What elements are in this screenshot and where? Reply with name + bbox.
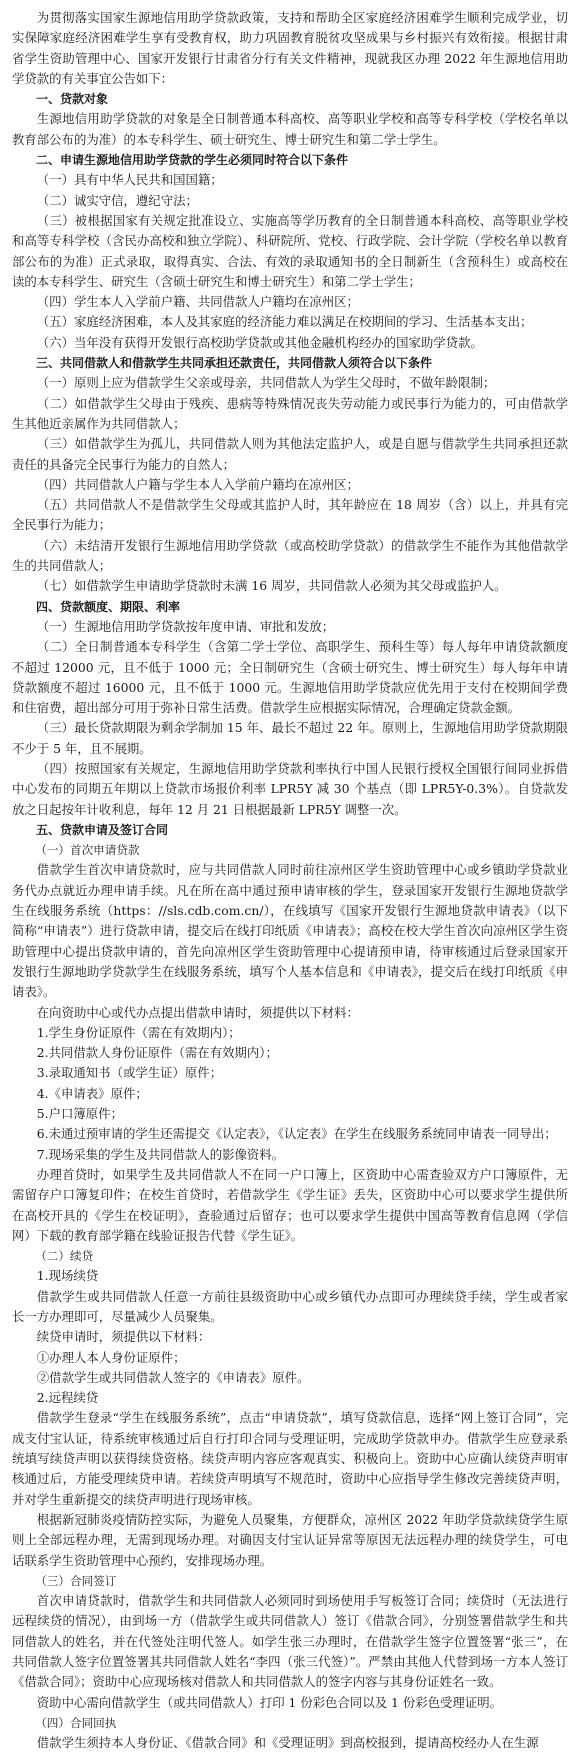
material-list-item: 7.现场采集的学生及共同借款人的影像资料。 [36, 1146, 285, 1162]
onsite-renewal-paragraph: 借款学生或共同借款人任意一方前往县级资助中心或乡镇代办点即可办理续贷手续，学生或者家长一方办理即可，尽量减少人员聚集。 [12, 1288, 568, 1324]
subsection-contract-signing-heading: （三）合同签订 [35, 1573, 117, 1588]
contract-signing-paragraph: 首次申请贷款时，借款学生和共同借款人必须同时到场使用手写板签订合同；续贷时（无法进行远程续贷的情况），由到场一方（借款学生或共同借款人）签订《借款合同》，分别签署借款学生和共同借款人的姓名，并在代签处注明代签人。如学生张三办理时，在借款学生签字位置签署“张三”，在共同借款人签字位置签署其共同借款人姓名“李四（张三代签）”。严禁由其他人代替到场一方本人签订《借款合同》；资助中心应现场核对借款人和共同借款人的签字内容与其身份证姓名一致。 [12, 1593, 568, 1690]
material-list-item: 1.学生身份证原件（需在有效期内）； [36, 1024, 241, 1040]
contract-receipt-paragraph: 借款学生须持本人身份证、《借款合同》和《受理证明》到高校报到，提请高校经办人在生源 [36, 1735, 539, 1751]
material-list-item: 5.户口簿原件； [36, 1106, 123, 1122]
section-1-body: 生源地信用助学贷款的对象是全日制普通本科高校、高等职业学校和高等专科学校（学校名单以教育部公布的为准）的本专科学生、硕士研究生、博士研究生和第二学士学生。 [12, 111, 568, 147]
section-3-item: （七）如借款学生申请助学贷款时未满 16 周岁，共同借款人必须为其父母或监护人。 [36, 578, 507, 594]
section-3-heading: 三、共同借款人和借款学生共同承担还款责任，共同借款人须符合以下条件 [36, 356, 433, 371]
first-loan-paragraph: 借款学生首次申请贷款时，应与共同借款人同时前往凉州区学生资助管理中心或乡镇助学贷款业务代办点就近办理申请手续。凡在所在高中通过预申请审核的学生，登录国家开发银行生源地贷款学生在线服务系统（https：//sls.cdb.com.cn/），在线填写《国家开发银行生源地贷款申请表》（以下简称“申请表”）进行贷款申请，提交后在线打印纸质《申请表》；高校在校大学生首次向凉州区学生资助管理中心提出贷款申请的，首先向凉州区学生资助管理中心提请预申请，待审核通过后登录国家开发银行生源地助学贷款学生在线服务系统，填写个人基本信息和《申请表》，提交后在线打印纸质《申请表》。 [12, 862, 568, 1000]
section-4-item: （三）最长贷款期限为剩余学制加 15 年、最长不超过 22 年。原则上，生源地信用助学贷款期限不少于 5 年，且不展期。 [12, 720, 568, 756]
intro-paragraph: 为贯彻落实国家生源地信用助学贷款政策，支持和帮助全区家庭经济困难学生顺利完成学业，切实保障家庭经济困难学生享有受教育权，助力巩固教育脱贫攻坚成果与乡村振兴有效衔接。根据甘肃省学生资助管理中心、国家开发银行甘肃省分行有关文件精神，现就我区办理 2022 年生源地信用助学贷款的有关事宜公告如下： [12, 10, 568, 86]
remote-renewal-heading: 2.远程续贷 [36, 1390, 99, 1406]
section-3-item: （四）共同借款人户籍与学生本人入学前户籍均在凉州区； [36, 476, 359, 492]
section-2-item: （三）被根据国家有关规定批准设立、实施高等学历教育的全日制普通本科高校、高等职业学校和高等专科学校（含民办高校和独立学院）、科研院所、党校、行政学院、会计学院（学校名单以教育部公布的为准）正式录取，取得真实、合法、有效的录取通知书的全日制新生（含预科生）或高校在读的本专科学生、研究生（含硕士研究生和博士研究生）和第二学士学生； [12, 212, 568, 289]
section-2-heading: 二、申请生源地信用助学贷款的学生必须同时符合以下条件 [36, 153, 349, 168]
renewal-material-item: ②借款学生或共同借款人签字的《申请表》原件。 [36, 1369, 310, 1385]
section-2-item: （二）诚实守信，遵纪守法； [36, 192, 198, 208]
subsection-contract-receipt-heading: （四）合同回执 [35, 1715, 117, 1730]
remote-renewal-paragraph: 借款学生登录“学生在线服务系统”，点击“申请贷款”，填写贷款信息，选择“网上签订合同”，完成支付宝认证，待系统审核通过后自行打印合同与受理证明，完成助学贷款申办。借款学生应登录系统填写续贷声明以获得续贷资格。续贷声明内容应客观真实、积极向上。资助中心应确认续贷声明审核通过后，方能受理续贷申请。若续贷声明填写不规范时，资助中心应指导学生修改完善续贷声明，并对学生重新提交的续贷声明进行现场审核。 [12, 1410, 568, 1507]
section-4-item: （一）生源地信用助学贷款按年度申请、审批和发放； [36, 618, 335, 634]
contract-print-paragraph: 资助中心需向借款学生（或共同借款人）打印 1 份彩色合同以及 1 份彩色受理证明。 [36, 1694, 502, 1710]
section-1-heading: 一、贷款对象 [36, 92, 109, 107]
onsite-renewal-heading: 1.现场续贷 [36, 1268, 99, 1284]
material-list-item: 2.共同借款人身份证原件（需在有效期内）； [36, 1045, 278, 1061]
section-3-item: （五）共同借款人不是借款学生父母或其监护人时，其年龄应在 18 周岁（含）以上，并具有完全民事行为能力； [12, 497, 568, 533]
remote-renewal-covid-paragraph: 根据新冠肺炎疫情防控实际，为避免人员聚集，方便群众，凉州区 2022 年助学贷款续贷学生原则上全部远程办理，无需到现场办理。对确因支付宝认证异常等原因无法远程办理的续贷学生，可电话联系学生资助管理中心预约，安排现场办理。 [12, 1511, 568, 1568]
renewal-material-item: ①办理人本人身份证原件； [36, 1349, 186, 1365]
section-2-item: （五）家庭经济困难，本人及其家庭的经济能力难以满足在校期间的学习、生活基本支出； [36, 314, 533, 330]
material-list-item: 6.未通过预审请的学生还需提交《认定表》，《认定表》在学生在线服务系统同申请表一同导出； [36, 1126, 557, 1142]
section-2-item: （四）学生本人入学前户籍、共同借款人户籍均在凉州区； [36, 294, 359, 310]
section-3-item: （一）原则上应为借款学生父亲或母亲，共同借款人为学生父母时，不做年龄限制； [36, 375, 496, 391]
section-2-item: （一）具有中华人民共和国国籍； [36, 172, 223, 188]
first-loan-materials-intro: 在向资助中心或代办点提出借款申请时，须提供以下材料： [36, 1004, 359, 1020]
section-5-heading: 五、贷款申请及签订合同 [36, 822, 169, 837]
section-3-item: （三）如借款学生为孤儿，共同借款人则为其他法定监护人，或是自愿与借款学生共同承担还款责任的具备完全民事行为能力的自然人； [12, 436, 568, 472]
first-loan-note-paragraph: 办理首贷时，如果学生及共同借款人不在同一户口簿上，区资助中心需查验双方户口簿原件，无需留存户口簿复印件；在校生首贷时，若借款学生《学生证》丢失，区资助中心可以要求学生提供所在高校开具的《学生在校证明》，查验通过后留存；也可以要求学生提供中国高等教育信息网（学信网）下载的教育部学籍在线验证报告代替《学生证》。 [12, 1166, 568, 1243]
material-list-item: 4.《申请表》原件； [36, 1085, 148, 1101]
onsite-renewal-materials-intro: 续贷申请时，须提供以下材料： [36, 1329, 211, 1345]
section-4-heading: 四、贷款额度、期限、利率 [36, 599, 181, 614]
section-4-item: （四）按照国家有关规定，生源地信用助学贷款利率执行中国人民银行授权全国银行间同业拆借中心发布的同期五年期以上贷款市场报价利率 LPR5Y 减 30 个基点（即 LPR5Y-0.3%）。自贷款发放之日起按年计收利息，每年 12 月 21 日根据最新 LPR5Y 调整一次。 [12, 760, 568, 817]
section-2-item: （六）当年没有获得开发银行高校助学贷款或其他金融机构经办的国家助学贷款。 [36, 334, 483, 350]
subsection-renewal-heading: （二）续贷 [35, 1249, 94, 1264]
subsection-first-loan-heading: （一）首次申请贷款 [35, 843, 140, 858]
material-list-item: 3.录取通知书（或学生证）原件； [36, 1065, 223, 1081]
section-3-item: （六）未结清开发银行生源地信用助学贷款（或高校助学贷款）的借款学生不能作为其他借款学生的共同借款人； [12, 537, 568, 574]
section-3-item: （二）如借款学生父母由于残疾、患病等特殊情况丧失劳动能力或民事行为能力的，可由借款学生其他近亲属作为共同借款人； [12, 395, 568, 431]
section-4-item: （二）全日制普通本专科学生（含第二学士学位、高职学生、预科生等）每人每年申请贷款额度不超过 12000 元，且不低于 1000 元；全日制研究生（含硕士研究生、博士研究生）每人每年申请贷款额度不超过 16000 元，且不低于 1000 元。生源地信用助学贷款应优先用于支付在校期间学费和住宿费，超出部分可用于弥补日常生活费。借款学生应根据实际情况，合理确定贷款金额。 [12, 639, 568, 716]
